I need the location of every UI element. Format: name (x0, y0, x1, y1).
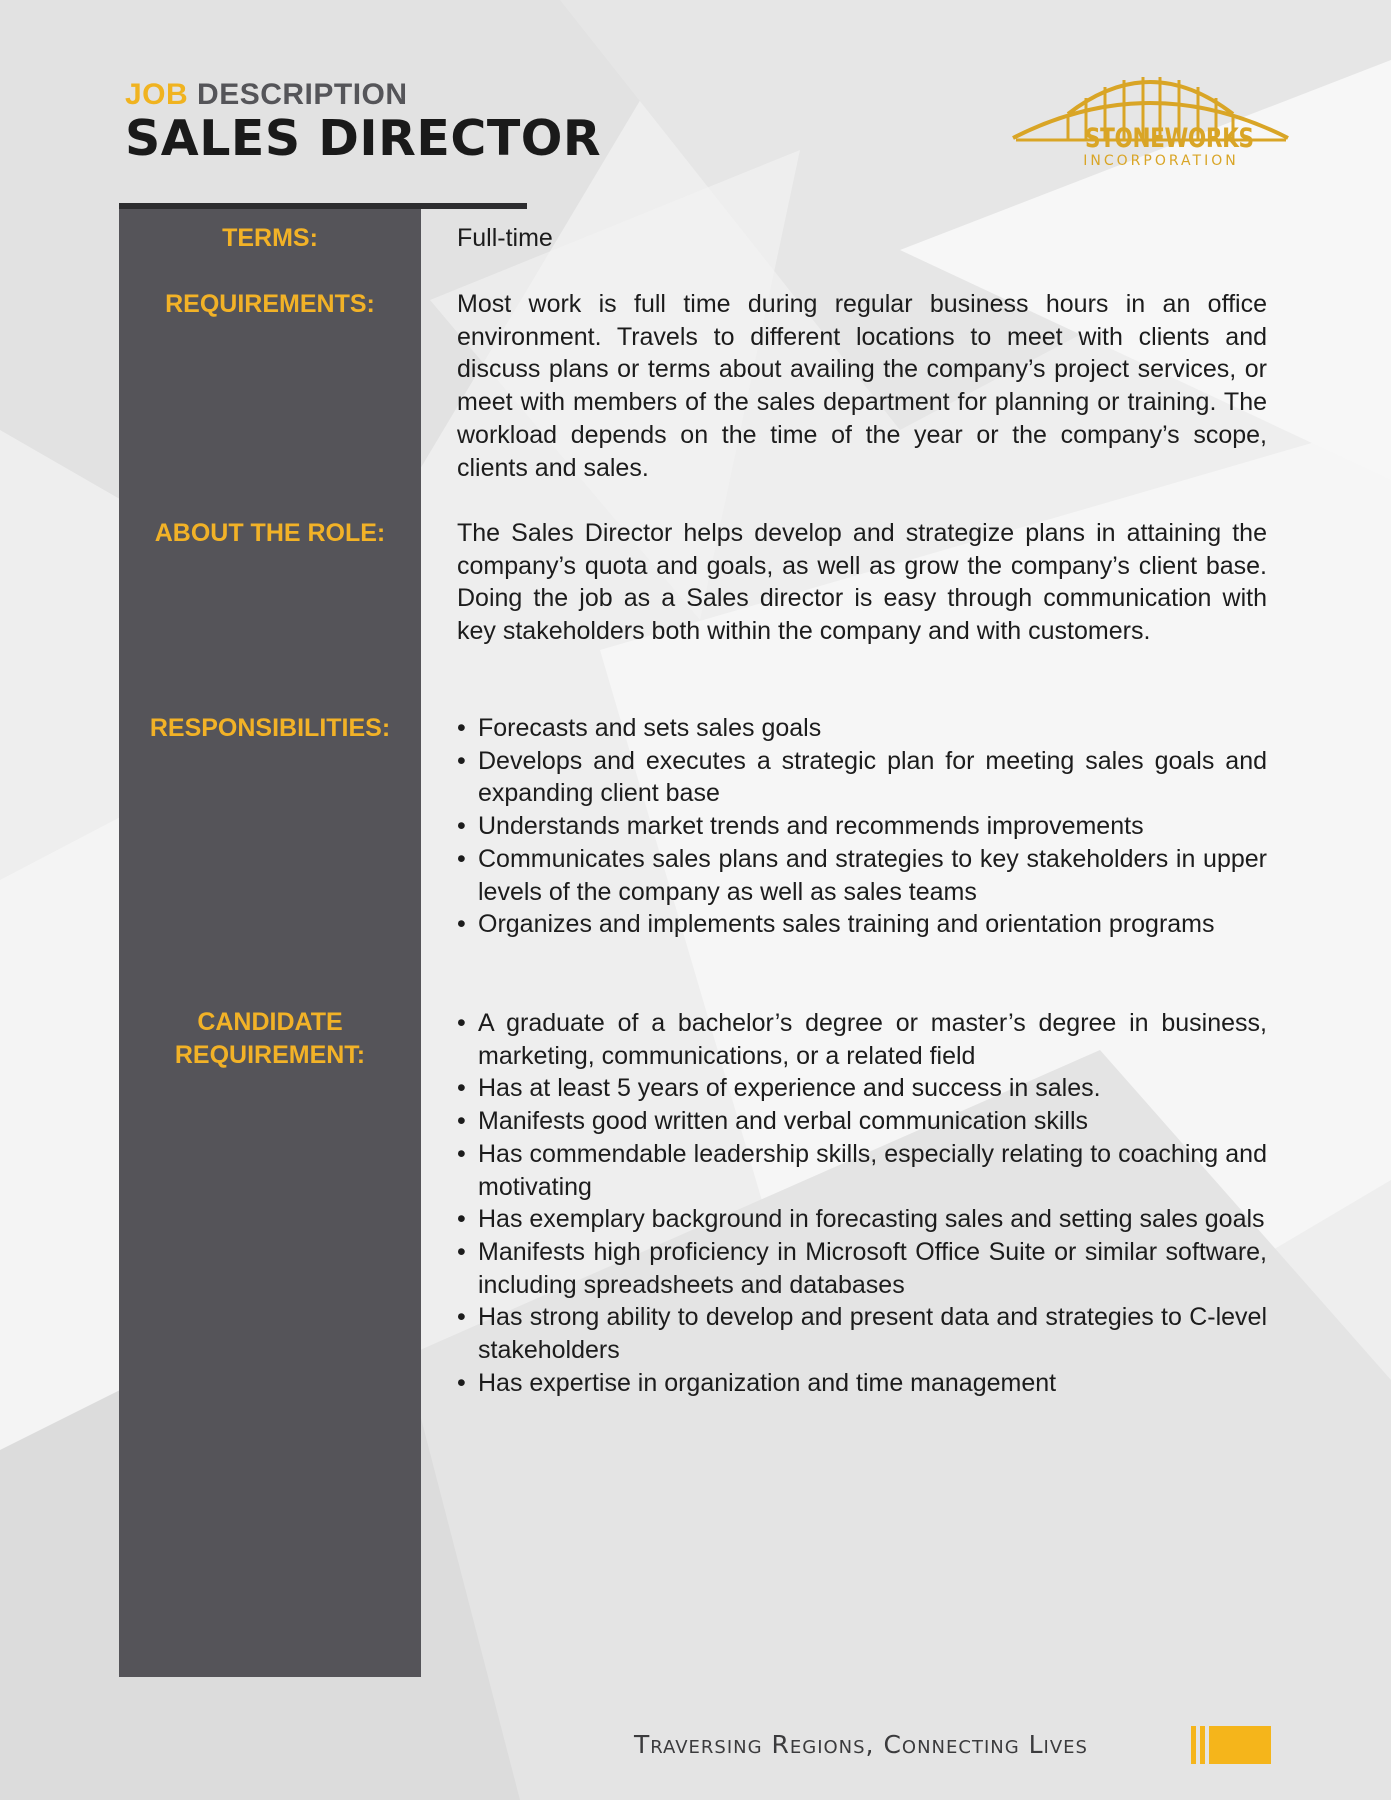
requirements-label: REQUIREMENTS: (165, 290, 375, 318)
footer-tagline: Traversing Regions, Connecting Lives (634, 1730, 1088, 1759)
candidate-content (457, 1007, 1267, 1399)
accent-block (1209, 1726, 1271, 1764)
candidate-label-line2: REQUIREMENT: (174, 1041, 366, 1069)
list-item: • Manifests high proficiency in Microsoft Office Suite or similar software, including spreadsheets and databases (457, 1236, 1267, 1301)
job-description-kicker (125, 80, 601, 110)
requirements-content (457, 288, 1267, 484)
label-sidebar (119, 206, 421, 1677)
list-item: • Has commendable leadership skills, especially relating to coaching and motivating (457, 1138, 1267, 1203)
accent-bar (1191, 1726, 1196, 1764)
list-item: • Has at least 5 years of experience and success in sales. (457, 1072, 1267, 1105)
list-item: • Manifests good written and verbal communication skills (457, 1105, 1267, 1138)
list-item: • Organizes and implements sales training and orientation programs (457, 908, 1267, 941)
kicker-rest: DESCRIPTION (197, 78, 408, 111)
terms-content (457, 222, 1267, 255)
candidate-label-line1: CANDIDATE (197, 1008, 343, 1036)
accent-bar (1200, 1726, 1205, 1764)
responsibilities-content (457, 712, 1267, 941)
list-item: • Communicates sales plans and strategies to key stakeholders in upper levels of the company as well as sales teams (457, 843, 1267, 908)
page-title: SALES DIRECTOR (125, 110, 602, 167)
candidate-label (119, 1006, 421, 1072)
responsibilities-label: RESPONSIBILITIES: (149, 714, 391, 742)
logo-name: STONEWORKS (1085, 123, 1254, 154)
logo-subtitle: INCORPORATION (1083, 153, 1239, 169)
about-label: ABOUT THE ROLE: (154, 519, 386, 547)
list-item: • Understands market trends and recommends improvements (457, 810, 1267, 843)
list-item: • A graduate of a bachelor’s degree or master’s degree in business, marketing, communications, or a related field (457, 1007, 1267, 1072)
responsibilities-list (457, 712, 1267, 941)
list-item: • Develops and executes a strategic plan for meeting sales goals and expanding client base (457, 745, 1267, 810)
list-item: • Has expertise in organization and time management (457, 1367, 1267, 1400)
kicker-accent: JOB (125, 78, 189, 111)
requirements-text: Most work is full time during regular business hours in an office environment. Travels to different locations to meet with clients and discuss plans or terms about availing the company’s project services, or meet with members of the sales department for planning or training. The workload depends on the time of the year or the company’s scope, clients and sales. (457, 290, 1267, 482)
list-item: • Has strong ability to develop and present data and strategies to C-level stakeholders (457, 1301, 1267, 1366)
header-rule (119, 203, 527, 209)
terms-label: TERMS: (222, 224, 318, 252)
about-content (457, 517, 1267, 648)
document-header (125, 78, 602, 167)
footer-accent-bars (1191, 1726, 1271, 1764)
about-text: The Sales Director helps develop and strategize plans in attaining the company’s quota and goals, as well as grow the company’s client base. Doing the job as a Sales director is easy through communication with key stakeholders both within the company and with customers. (457, 519, 1267, 646)
list-item: • Forecasts and sets sales goals (457, 712, 1267, 745)
terms-text: Full-time (457, 224, 553, 252)
list-item: • Has exemplary background in forecasting sales and setting sales goals (457, 1203, 1267, 1236)
candidate-list (457, 1007, 1267, 1399)
company-logo (1008, 58, 1293, 183)
